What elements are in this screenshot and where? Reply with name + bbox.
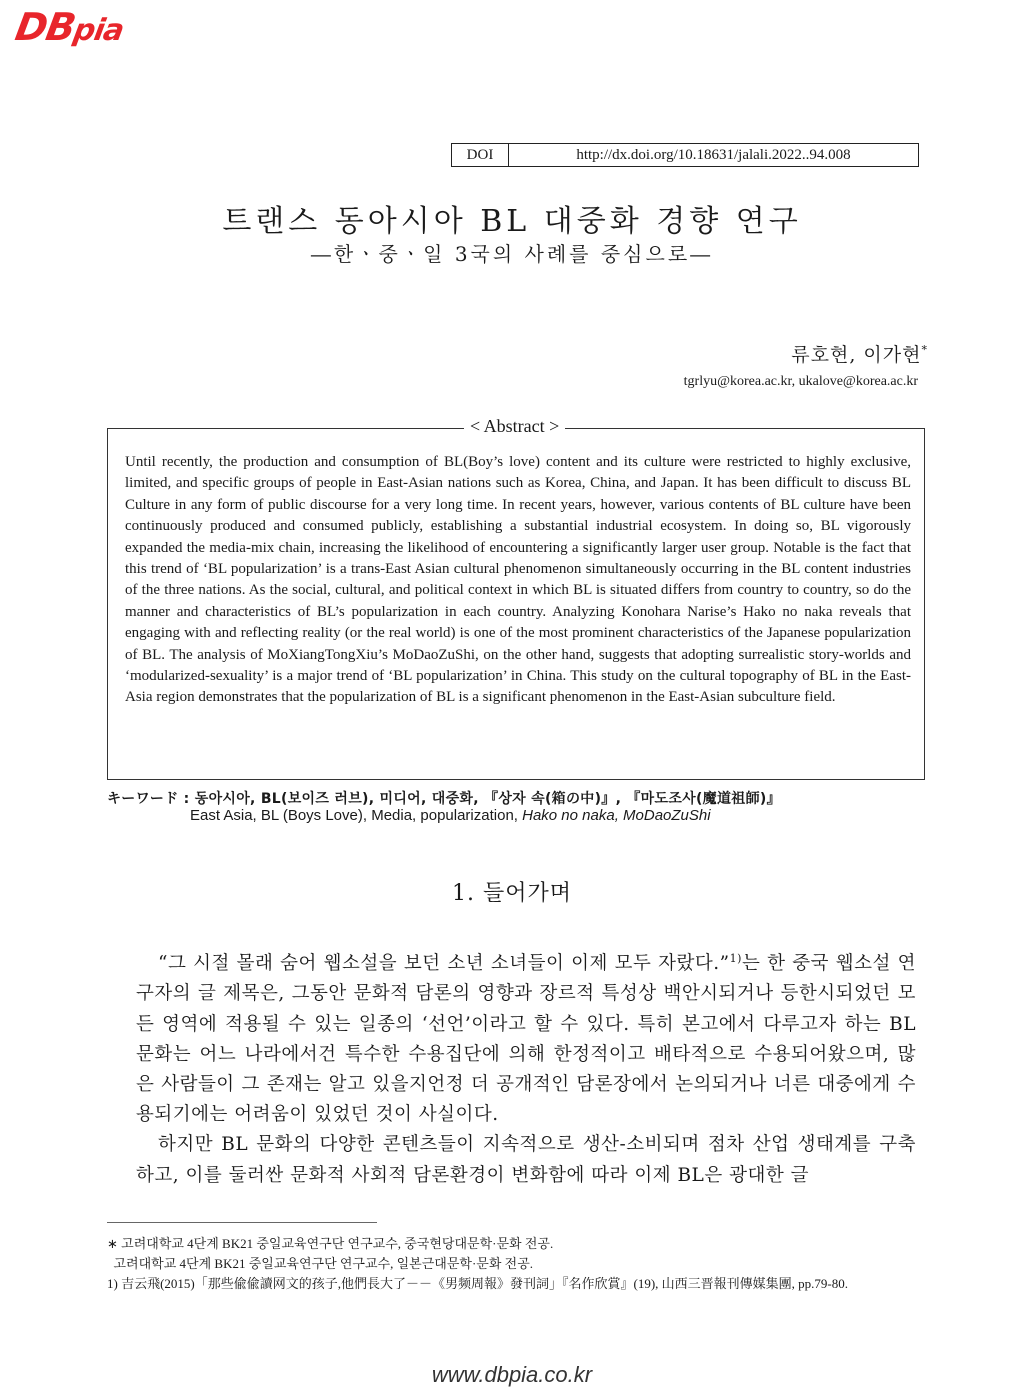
body-quote: “그 시절 몰래 숨어 웹소설을 보던 소년 소녀들이 이제 모두 자랐다.”: [158, 953, 730, 975]
abstract-text: Until recently, the production and consumption of BL(Boy’s love) content and its culture were restricted to highly exclusive, limited, and specific groups of people in East-Asian nations such as Korea, China, and Japan. It has been difficult to discuss BL Culture in any form of public discourse for a very long time. In recent years, however, various contents of BL culture have been continuously produced and consumed publicly, establishing a substantial industrial ecosystem. In doing so, BL vigorously expanded the media-mix chain, increasing the likelihood of encountering a significantly larger user group. Notable is the fact that this trend of ‘BL popularization’ is a trans-East Asian cultural phenomenon simultaneously occurring in the BL content industries of the three nations. As the social, cultural, and political context in which BL is situated differs from country to country, so do the manner and characteristics of BL’s popularization in each country. Analyzing Konohara Narise’s Hako no naka reveals that engaging with and reflecting reality (or the real world) is one of the most prominent characteristics of the Japanese popularization of BL. The analysis of MoXiangTongXiu’s MoDaoZuShi, on the other hand, suggests that adopting surrealistic story-worlds and ‘modularized-sexuality’ is a major trend of ‘BL popularization’ in China. This study on the cultural topography of BL in the East-Asia region demonstrates that the popularization of BL is a significant phenomenon in the East-Asian subculture field.: [125, 454, 911, 706]
footnote-1: 1) 吉云飛(2015)「那些偸偸讀网文的孩子,他們長大了－－《男频周報》發刊詞」『名作欣賞』(19), 山西三晋報刊傳媒集團, pp.79-80.: [107, 1276, 848, 1291]
footnote-author-1: ∗ 고려대학교 4단계 BK21 중일교육연구단 연구교수, 중국현당대문학·문화 전공.: [107, 1236, 554, 1251]
paper-subtitle: ―한ㆍ중ㆍ일 3국의 사례를 중심으로―: [310, 242, 714, 266]
keywords-korean: キーワード : 동아시아, BL(보이즈 러브), 미디어, 대중화, 『상자 속(箱の中)』, 『마도조사(魔道祖師)』: [107, 791, 781, 807]
abstract-heading: < Abstract >: [464, 416, 565, 437]
author-names: [791, 340, 928, 367]
logo-main-text: DB: [12, 5, 79, 49]
paper-title: 트랜스 동아시아 BL 대중화 경향 연구: [222, 204, 802, 239]
footnote-author-2: 고려대학교 4단계 BK21 중일교육연구단 연구교수, 일본근대문학·문화 전공.: [107, 1256, 534, 1271]
site-footer-url[interactable]: www.dbpia.co.kr: [431, 1362, 593, 1387]
footnote-ref-1[interactable]: 1): [729, 952, 742, 965]
body-paragraph-2: 하지만 BL 문화의 다양한 콘텐츠들이 지속적으로 생산-소비되며 점차 산업 생태계를 구축하고, 이를 둘러싼 문화적 사회적 담론환경이 변화함에 따라 이제 BL은 광대한 글: [136, 1134, 916, 1186]
author-names-text: 류호현, 이가현: [791, 344, 922, 366]
dbpia-logo: [12, 5, 127, 49]
keywords-english: [190, 807, 711, 824]
section-heading: 1. 들어가며: [452, 881, 572, 906]
author-mark: *: [921, 343, 928, 357]
body-text: [136, 944, 916, 1191]
doi-label: DOI: [452, 144, 509, 166]
keywords-english-plain: East Asia, BL (Boys Love), Media, popularization,: [190, 807, 523, 824]
body-paragraph-1: [136, 944, 916, 1130]
body-paragraph-1-rest: 는 한 중국 웹소설 연구자의 글 제목은, 그동안 문화적 담론의 영향과 장르적 특성상 백안시되거나 등한시되었던 모든 영역에 적용될 수 있는 일종의 ‘선언’이라고 할 수 있다. 특히 본고에서 다루고자 하는 BL 문화는 어느 나라에서건 특수한 수용집단에 의해 한정적이고 배타적으로 수용되어왔으며, 많은 사람들이 그 존재는 알고 있을지언정 더 공개적인 담론장에서 논의되거나 너른 대중에게 수용되기에는 어려움이 있었던 것이 사실이다.: [136, 953, 916, 1126]
keywords-english-italic: Hako no naka, MoDaoZuShi: [522, 807, 711, 824]
footnotes: [107, 1234, 927, 1294]
doi-box: [451, 143, 919, 167]
logo-suffix-text: pia: [70, 13, 126, 48]
footnote-divider: [107, 1222, 377, 1223]
doi-link[interactable]: http://dx.doi.org/10.18631/jalali.2022..94.008: [576, 147, 851, 163]
author-emails: tgrlyu@korea.ac.kr, ukalove@korea.ac.kr: [683, 374, 918, 389]
